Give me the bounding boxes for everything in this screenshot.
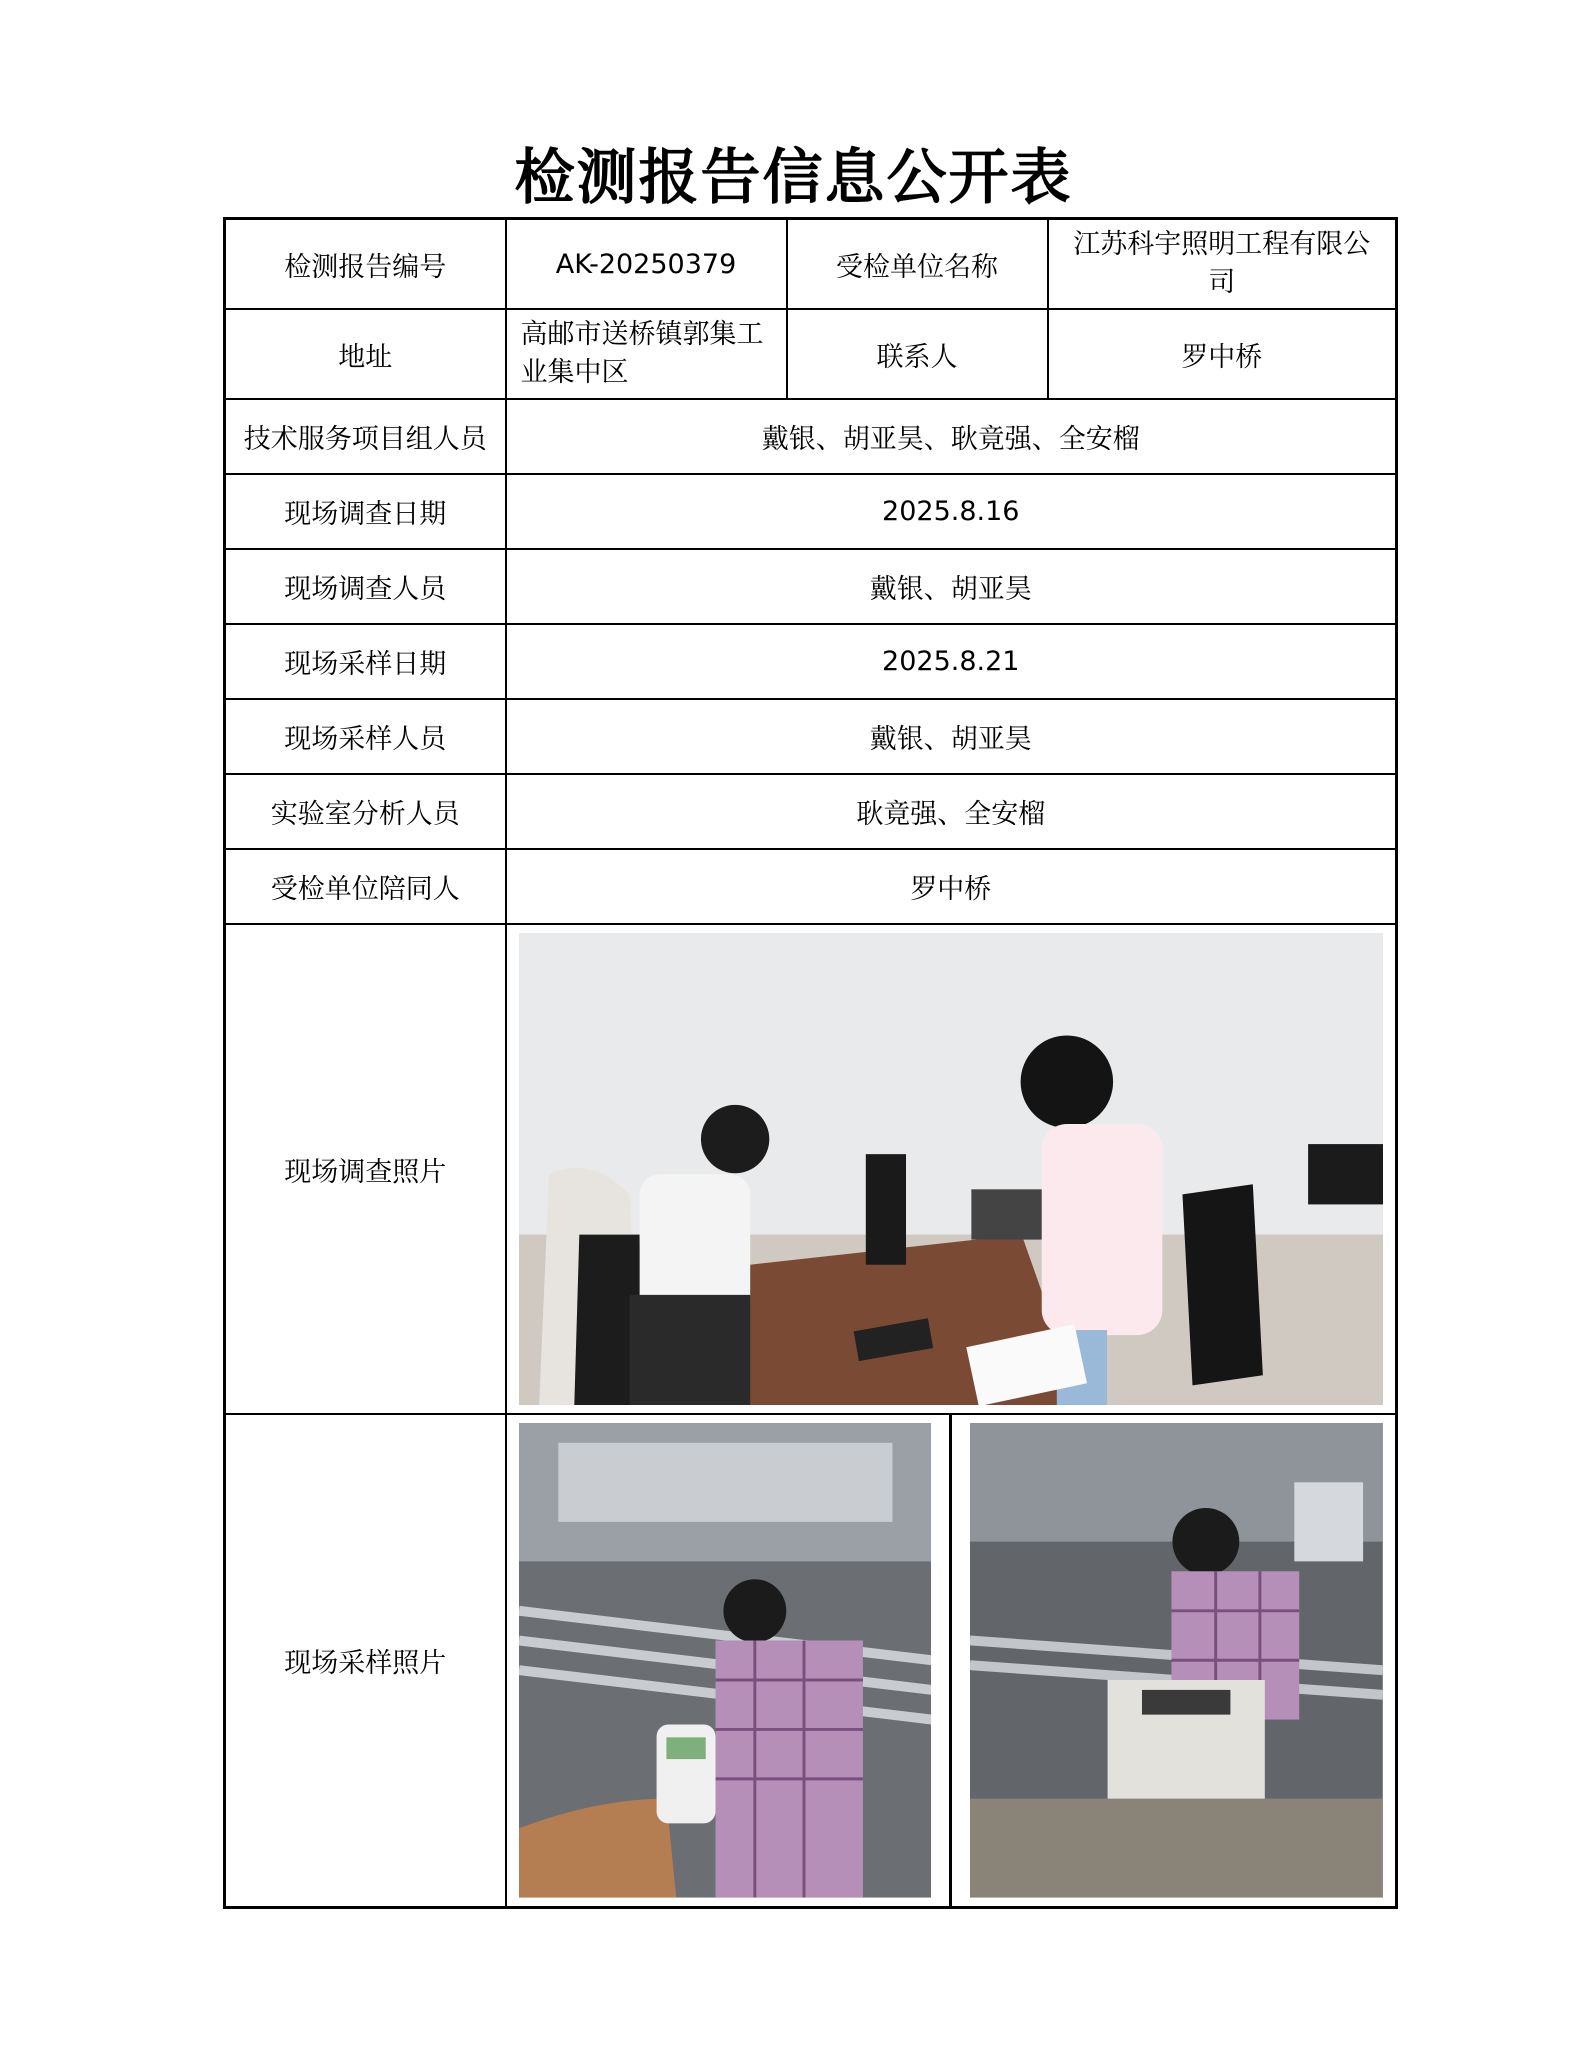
sampling-date-value: 2025.8.21 [506, 624, 1397, 699]
lab-staff-value: 耿竟强、全安榴 [506, 774, 1397, 849]
table-row [225, 399, 1397, 474]
address-label: 地址 [225, 309, 506, 399]
survey-photo [519, 933, 1384, 1405]
survey-staff-label: 现场调查人员 [225, 549, 506, 624]
table-row [225, 699, 1397, 774]
table-row [225, 774, 1397, 849]
unit-name-label: 受检单位名称 [787, 219, 1048, 310]
survey-photo-label: 现场调查照片 [225, 924, 506, 1414]
sampling-photo-pair [519, 1423, 1384, 1898]
escort-label: 受检单位陪同人 [225, 849, 506, 924]
photo-divider [949, 1415, 952, 1906]
report-no-value: AK-20250379 [506, 219, 787, 310]
survey-staff-value: 戴银、胡亚昊 [506, 549, 1397, 624]
sampling-photo-cell [506, 1414, 1397, 1907]
table-row [225, 219, 1397, 310]
table-row [225, 624, 1397, 699]
team-value: 戴银、胡亚昊、耿竟强、全安榴 [506, 399, 1397, 474]
sampling-photo-label: 现场采样照片 [225, 1414, 506, 1907]
sampling-photo-dust-sampler [970, 1423, 1383, 1898]
table-row [225, 549, 1397, 624]
lab-staff-label: 实验室分析人员 [225, 774, 506, 849]
table-row [225, 849, 1397, 924]
unit-name-value: 江苏科宇照明工程有限公司 [1048, 219, 1397, 310]
contact-value: 罗中桥 [1048, 309, 1397, 399]
survey-photo-cell [506, 924, 1397, 1414]
sampling-photo-noise-meter [519, 1423, 932, 1898]
contact-label: 联系人 [787, 309, 1048, 399]
workshop-noise-image [519, 1423, 932, 1898]
escort-value: 罗中桥 [506, 849, 1397, 924]
survey-date-value: 2025.8.16 [506, 474, 1397, 549]
table-row [225, 309, 1397, 399]
address-value: 高邮市送桥镇郭集工业集中区 [506, 309, 787, 399]
table-row [225, 1414, 1397, 1907]
report-table [223, 217, 1398, 1909]
office-scene-image [519, 933, 1384, 1405]
table-row [225, 924, 1397, 1414]
survey-date-label: 现场调查日期 [225, 474, 506, 549]
sampling-date-label: 现场采样日期 [225, 624, 506, 699]
report-no-label: 检测报告编号 [225, 219, 506, 310]
sampling-staff-label: 现场采样人员 [225, 699, 506, 774]
workshop-sampler-image [970, 1423, 1383, 1898]
table-row [225, 474, 1397, 549]
page-title: 检测报告信息公开表 [514, 143, 1073, 213]
sampling-staff-value: 戴银、胡亚昊 [506, 699, 1397, 774]
team-label: 技术服务项目组人员 [225, 399, 506, 474]
